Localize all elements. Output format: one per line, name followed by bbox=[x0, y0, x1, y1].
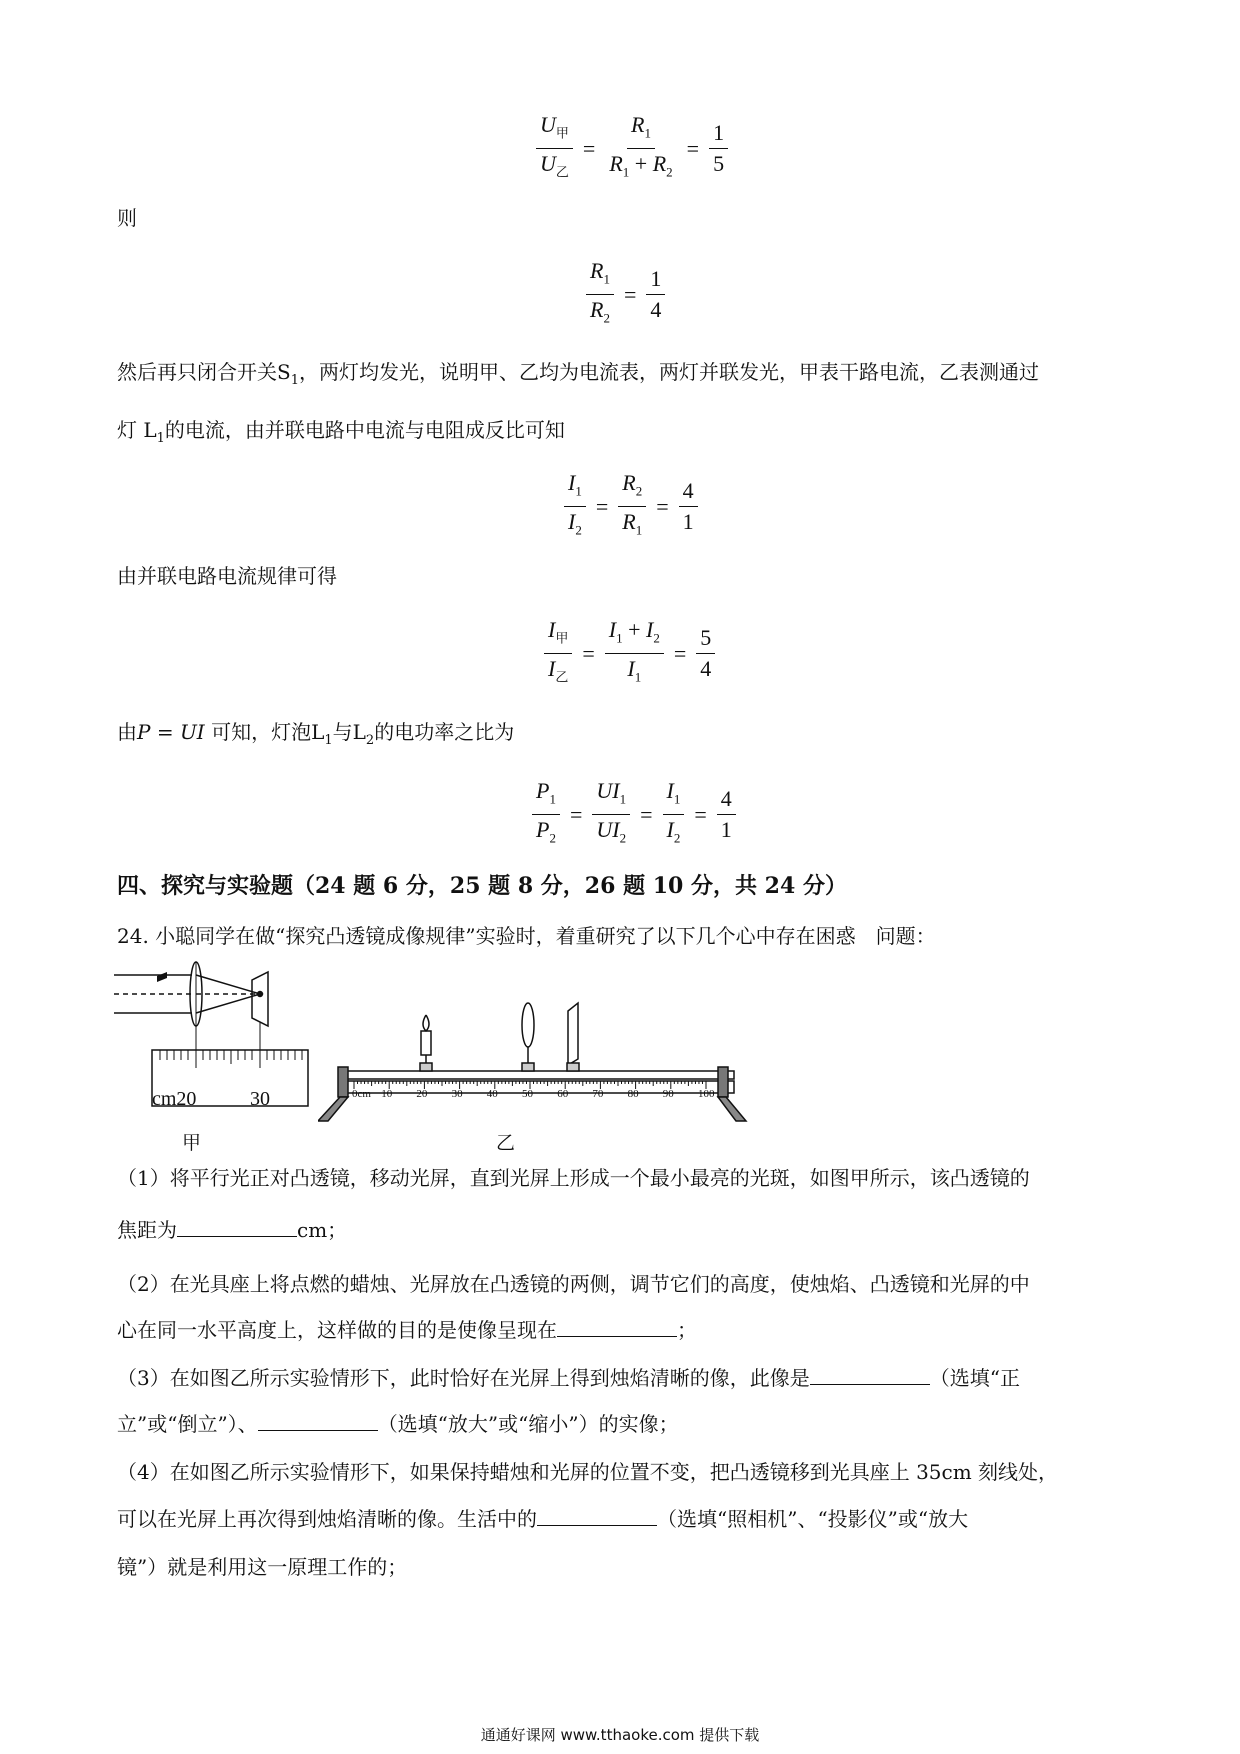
q4-line3: 镜”）就是利用这一原理工作的； bbox=[117, 1555, 408, 1579]
bench-tick-label: 80 bbox=[627, 1088, 639, 1100]
lens bbox=[522, 1003, 534, 1071]
bench-tick-label: 70 bbox=[592, 1088, 604, 1100]
bench-tick-label: 100 bbox=[698, 1088, 715, 1100]
q1-line1: （1）将平行光正对凸透镜，移动光屏，直到光屏上形成一个最小最亮的光斑，如图甲所示，该凸透镜的 bbox=[117, 1166, 1030, 1190]
text-ze: 则 bbox=[117, 206, 137, 230]
figure-jia bbox=[112, 960, 312, 1120]
bench-tick-label: 30 bbox=[451, 1088, 463, 1100]
bench-tick-label: 10 bbox=[381, 1088, 393, 1100]
figure-jia-caption: 甲 bbox=[182, 1132, 202, 1154]
formula-resistance-ratio: $\frac{R_1}{R_2}$ = $\frac{1}{4}$ bbox=[582, 258, 669, 332]
answer-blank-purpose[interactable] bbox=[557, 1316, 677, 1337]
jia-scale-label-30: 30 bbox=[250, 1088, 270, 1110]
question-24: 24. 小聪同学在做“探究凸透镜成像规律”实验时，着重研究了以下几个心中存在困惑 问题： bbox=[117, 924, 936, 948]
q2-line2: 心在同一水平高度上，这样做的目的是使像呈现在 ； bbox=[117, 1318, 697, 1342]
q4-line1: （4）在如图乙所示实验情形下，如果保持蜡烛和光屏的位置不变，把凸透镜移到光具座上 35cm 刻线处， bbox=[117, 1460, 1059, 1484]
bench-tick-label: 50 bbox=[522, 1088, 533, 1100]
q2-line1: （2）在光具座上将点燃的蜡烛、光屏放在凸透镜的两侧，调节它们的高度，使烛焰、凸透镜和光屏的中 bbox=[117, 1272, 1030, 1296]
bench-tick-label: 90 bbox=[662, 1088, 674, 1100]
answer-blank-size[interactable] bbox=[258, 1410, 378, 1431]
bench-tick-label: 60 bbox=[557, 1088, 569, 1100]
light-screen bbox=[567, 1003, 579, 1071]
optical-bench-scale bbox=[318, 1088, 748, 1104]
answer-blank-orientation[interactable] bbox=[810, 1364, 930, 1385]
paragraph-switch-line1: 然后再只闭合开关$S_1$，两灯均发光，说明甲、乙均为电流表，两灯并联发光，甲表干路电流，乙表测通过 bbox=[117, 360, 1039, 388]
answer-blank-focal[interactable] bbox=[177, 1216, 297, 1237]
bench-tick-label: 0cm bbox=[352, 1088, 371, 1100]
paragraph-power: 由P = UI 可知，灯泡$L_1$与$L_2$的电功率之比为 bbox=[117, 720, 515, 748]
q4-line2: 可以在光屏上再次得到烛焰清晰的像。生活中的 （选填“照相机”、“投影仪”或“放大 bbox=[117, 1507, 969, 1531]
bench-tick-label: 40 bbox=[486, 1088, 498, 1100]
formula-power-ratio: $\frac{P_1}{P_2}$ = $\frac{UI_1}{UI_2}$ = $\frac{I_1}{I_2}$ = $\frac{4}{1}$ bbox=[528, 778, 740, 852]
q3-line2: 立”或“倒立”）、 （选填“放大”或“缩小”）的实像； bbox=[117, 1412, 679, 1436]
formula-current-ratio: $\frac{I_1}{I_2}$ = $\frac{R_2}{R_1}$ = $\frac{4}{1}$ bbox=[560, 470, 702, 544]
text-parallel-rule: 由并联电路电流规律可得 bbox=[117, 564, 337, 588]
formula-total-current: $\frac{I_甲}{I_乙}$ = $\frac{I_1 + I_2}{I_1}$ = $\frac{5}{4}$ bbox=[540, 617, 719, 691]
fraction-result: $\frac{1}{5}$ bbox=[709, 120, 728, 177]
page-footer: 通通好课网 www.tthaoke.com 提供下载 bbox=[480, 1726, 760, 1744]
fraction-u: $\frac{U_甲}{U_乙}$ bbox=[536, 112, 573, 186]
q1-line2: 焦距为 cm； bbox=[117, 1218, 348, 1242]
candle bbox=[420, 1015, 432, 1071]
bench-tick-label: 20 bbox=[416, 1088, 428, 1100]
paragraph-switch-line2: 灯 $L_1$的电流，由并联电路中电流与电阻成反比可知 bbox=[117, 418, 565, 446]
jia-scale-label: cm20 bbox=[152, 1088, 197, 1110]
answer-blank-device[interactable] bbox=[537, 1505, 657, 1526]
fraction-r-sum: $\frac{R_1}{R_1 + R_2}$ bbox=[609, 112, 673, 180]
formula-voltage-ratio: $\frac{U_甲}{U_乙}$ = $\frac{R_1}{R_1 + R_2}$ = $\frac{1}{5}$ bbox=[532, 112, 732, 186]
figure-yi-caption: 乙 bbox=[496, 1132, 516, 1154]
q3-line1: （3）在如图乙所示实验情形下，此时恰好在光屏上得到烛焰清晰的像，此像是 （选填“正 bbox=[117, 1366, 1020, 1390]
section-heading: 四、探究与实验题（24 题 6 分，25 题 8 分，26 题 10 分，共 24 分） bbox=[117, 873, 847, 899]
